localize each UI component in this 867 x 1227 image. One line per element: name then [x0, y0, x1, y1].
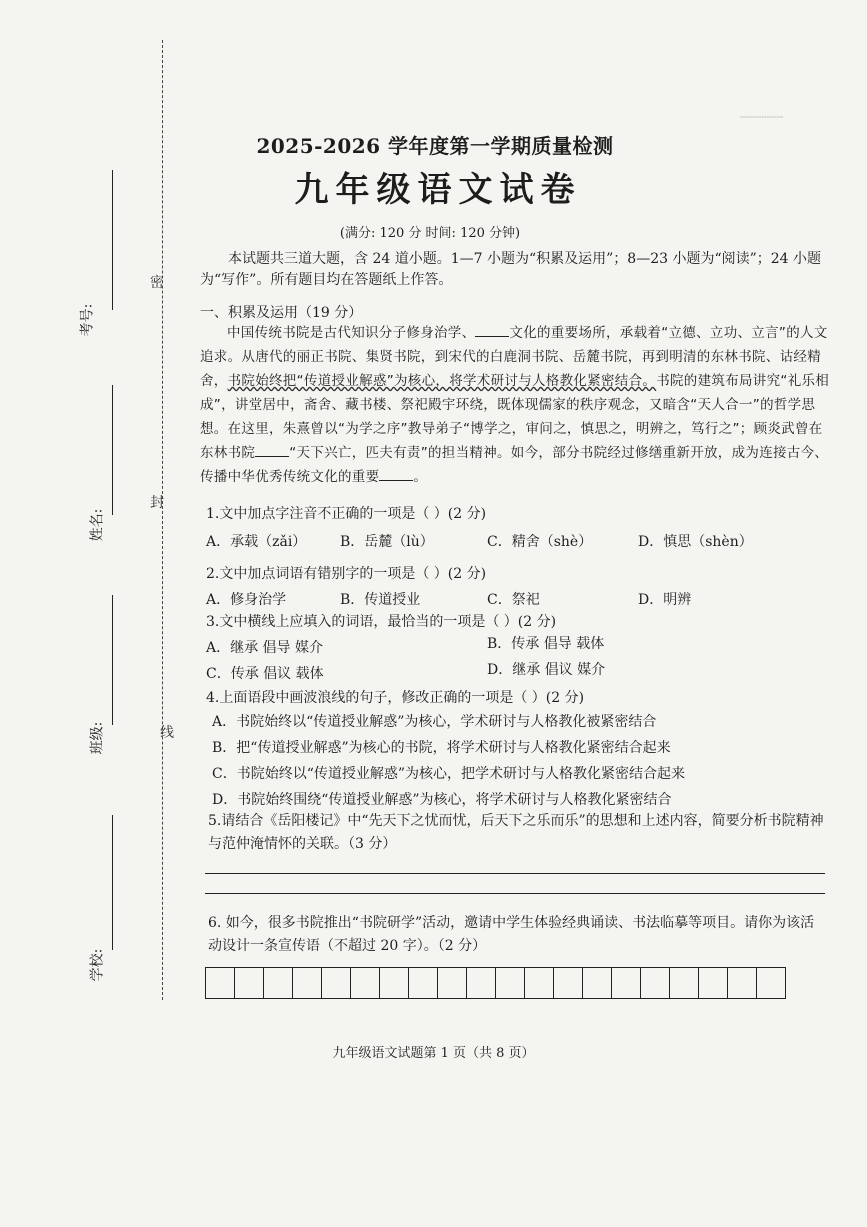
class-field[interactable]: [112, 595, 113, 725]
passage-text-4: “天下兴亡，匹夫有责”的担当精神。如今，部分书院经过修缮重新开放，成为连接古今、传播中华优秀传统文化的重要: [200, 445, 829, 485]
passage-text-1: 中国传统书院是古代知识分子修身治学、: [227, 325, 476, 341]
question-6-stem: 6. 如今，很多书院推出“书院研学”活动，邀请中学生体验经典诵读、书法临摹等项目。请你为该活动设计一条宣传语（不超过 20 字）。（2 分）: [208, 915, 815, 954]
blank-1: [475, 324, 509, 337]
q2-option-c[interactable]: C．祭祀: [487, 592, 540, 608]
seal-mark-feng: 封: [150, 495, 164, 511]
seal-mark-mi: 密: [150, 275, 164, 291]
grid-cell[interactable]: [350, 967, 380, 999]
question-5-stem: 5.请结合《岳阳楼记》中“先天下之忧而忧，后天下之乐而乐”的思想和上述内容，简要分析书院精神与范仲淹情怀的关联。（3 分）: [208, 813, 824, 852]
question-3-stem: 3.文中横线上应填入的词语，最恰当的一项是（ ）(2 分): [206, 614, 557, 630]
q4-option-c[interactable]: C．书院始终以“传道授业解惑”为核心，把学术研讨与人格教化紧密结合起来: [212, 766, 686, 782]
q4-option-a[interactable]: A．书院始终以“传道授业解惑”为核心，学术研讨与人格教化被紧密结合: [212, 714, 657, 730]
grid-cell[interactable]: [234, 967, 264, 999]
passage-text-3: 书院的建筑布局讲究“礼乐相成”，讲堂居中，斋舍、藏书楼、祭祀殿宇环绕，既体现儒家的秩序观念，又暗含“天人合一”的哲学思想。在这里，朱熹曾以“为学之序”教导弟子“博学之，审问之，慎思之，明辨之，笃行之”；顾炎武曾在东林书院: [200, 373, 830, 461]
passage-text-end: 。: [413, 469, 428, 485]
seal-mark-xian: 线: [160, 725, 174, 741]
grid-cell[interactable]: [669, 967, 699, 999]
grid-cell[interactable]: [263, 967, 293, 999]
q1-option-a[interactable]: A．承载（zǎi）: [206, 534, 307, 550]
grid-cell[interactable]: [466, 967, 496, 999]
grid-cell[interactable]: [756, 967, 786, 999]
grid-cell[interactable]: [495, 967, 525, 999]
school-field[interactable]: [112, 815, 113, 950]
section-heading: 一、积累及运用（19 分）: [200, 305, 363, 321]
page-footer: 九年级语文试题第 1 页（共 8 页）: [332, 1046, 535, 1061]
question-1-stem: 1.文中加点字注音不正确的一项是（ ）(2 分): [206, 506, 487, 522]
answer-line-1[interactable]: [205, 873, 825, 874]
grid-cell[interactable]: [437, 967, 467, 999]
blank-2: [255, 444, 289, 457]
q3-option-a[interactable]: A．继承 倡导 媒介: [206, 640, 324, 656]
q3-option-b[interactable]: B．传承 倡导 载体: [487, 636, 605, 652]
grid-cell[interactable]: [321, 967, 351, 999]
grid-cell[interactable]: [379, 967, 409, 999]
grid-cell[interactable]: [640, 967, 670, 999]
grid-cell[interactable]: [582, 967, 612, 999]
q1-option-b[interactable]: B．岳麓（lù）: [340, 534, 434, 550]
grid-cell[interactable]: [292, 967, 322, 999]
wavy-underlined-sentence: 书院始终把“传道授业解惑”为核心，将学术研讨与人格教化紧密结合。: [227, 373, 657, 389]
q2-option-a[interactable]: A．修身治学: [206, 592, 287, 608]
q1-option-d[interactable]: D．慎思（shèn）: [638, 534, 753, 550]
exam-main-title: 九年级语文试卷: [294, 170, 582, 210]
grid-cell[interactable]: [524, 967, 554, 999]
answer-line-2[interactable]: [205, 893, 825, 894]
exam-year-title: 2025-2026 学年度第一学期质量检测: [256, 134, 614, 158]
exam-number-label: 考号:: [79, 303, 96, 337]
q4-option-b[interactable]: B．把“传道授业解惑”为核心的书院，将学术研讨与人格教化紧密结合起来: [212, 740, 671, 756]
grid-cell[interactable]: [408, 967, 438, 999]
grid-cell[interactable]: [611, 967, 641, 999]
blank-3: [379, 468, 413, 481]
question-2-stem: 2.文中加点词语有错别字的一项是（ ）(2 分): [206, 566, 487, 582]
grid-cell[interactable]: [205, 967, 235, 999]
class-label: 班级:: [89, 721, 106, 755]
q3-option-d[interactable]: D．继承 倡议 媒介: [487, 662, 606, 678]
q1-option-c[interactable]: C．精舍（shè）: [487, 534, 593, 550]
grid-cell[interactable]: [698, 967, 728, 999]
exam-intro: 本试题共三道大题，含 24 道小题。1—7 小题为“积累及运用”；8—23 小题为“阅读”；24 小题为“写作”。所有题目均在答题纸上作答。: [200, 251, 822, 288]
q4-option-d[interactable]: D．书院始终围绕“传道授业解惑”为核心，将学术研讨与人格教化紧密结合: [212, 792, 672, 808]
exam-meta: (满分: 120 分 时间: 120 分钟): [339, 226, 521, 241]
q2-option-b[interactable]: B．传道授业: [340, 592, 421, 608]
grid-cell[interactable]: [553, 967, 583, 999]
student-name-field[interactable]: [112, 385, 113, 515]
passage-text-2: 文化的重要场所，承载着“立德、立功、立言”的人文追求。从唐代的丽正书院、集贤书院，到宋代的白鹿洞书院、岳麓书院，再到明清的东林书院、诂经精舍，: [200, 325, 828, 389]
reading-passage: [200, 321, 830, 489]
student-name-label: 姓名:: [89, 508, 106, 542]
answer-grid[interactable]: [206, 967, 786, 999]
grid-cell[interactable]: [727, 967, 757, 999]
q3-option-c[interactable]: C．传承 倡议 载体: [206, 666, 324, 682]
bleed-through-text: ┄┄┄┄┄┄: [740, 110, 784, 124]
school-label: 学校:: [89, 948, 106, 982]
q2-option-d[interactable]: D．明辨: [638, 592, 692, 608]
question-4-stem: 4.上面语段中画波浪线的句子，修改正确的一项是（ ）(2 分): [206, 690, 585, 706]
